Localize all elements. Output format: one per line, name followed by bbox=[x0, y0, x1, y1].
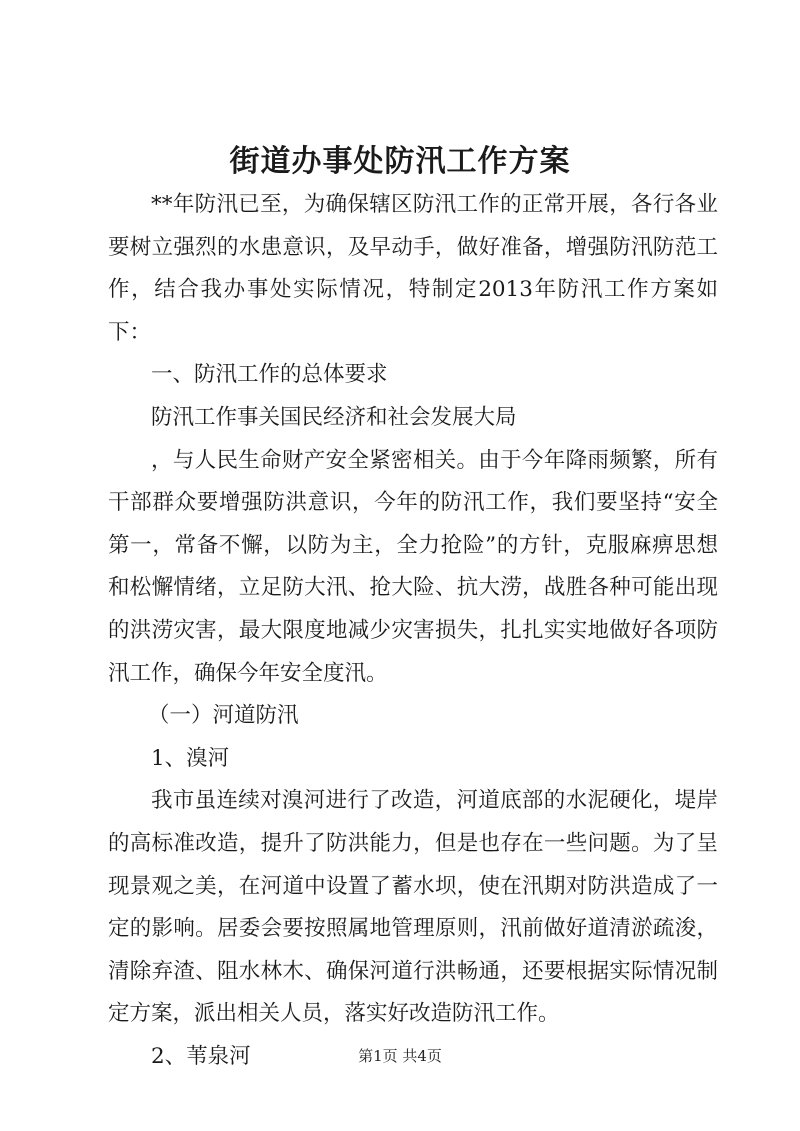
intro-paragraph: **年防汛已至，为确保辖区防汛工作的正常开展，各行各业要树立强烈的水患意识，及早动手，做好准备，增强防汛防范工作，结合我办事处实际情况，特制定2013年防汛工作方案如下： bbox=[108, 192, 718, 345]
page-number-footer: 第1页 共4页 bbox=[358, 1047, 442, 1065]
item-heading-river-2: 2、苇泉河 bbox=[151, 1043, 251, 1069]
paragraph-river-1-details: 我市虽连续对溴河进行了改造，河道底部的水泥硬化，堤岸的高标准改造，提升了防洪能力，但是也存在一些问题。为了呈现景观之美，在河道中设置了蓄水坝，使在汛期对防洪造成了一定的影响。居委会要按照属地管理原则，汛前做好道清淤疏浚，清除弃渣、阻水林木、确保河道行洪畅通，还要根据实际情况制定方案，派出相关人员，落实好改造防汛工作。 bbox=[108, 788, 718, 1027]
paragraph-importance: 防汛工作事关国民经济和社会发展大局 bbox=[151, 404, 517, 430]
item-heading-river-1: 1、溴河 bbox=[151, 745, 230, 771]
document-title: 街道办事处防汛工作方案 bbox=[229, 144, 571, 179]
section-heading-general-requirements: 一、防汛工作的总体要求 bbox=[151, 362, 388, 388]
paragraph-principles: ，与人民生命财产安全紧密相关。由于今年降雨频繁，所有干部群众要增强防洪意识，今年的防汛工作，我们要坚持“安全第一，常备不懈，以防为主，全力抢险”的方针，克服麻痹思想和松懈情绪，立足防大汛、抢大险、抗大涝，战胜各种可能出现的洪涝灾害，最大限度地减少灾害损失，扎扎实实地做好各项防汛工作，确保今年安全度汛。 bbox=[108, 447, 718, 686]
document-body bbox=[108, 184, 718, 1078]
subsection-heading-river-flood-control: （一）河道防汛 bbox=[148, 703, 299, 729]
